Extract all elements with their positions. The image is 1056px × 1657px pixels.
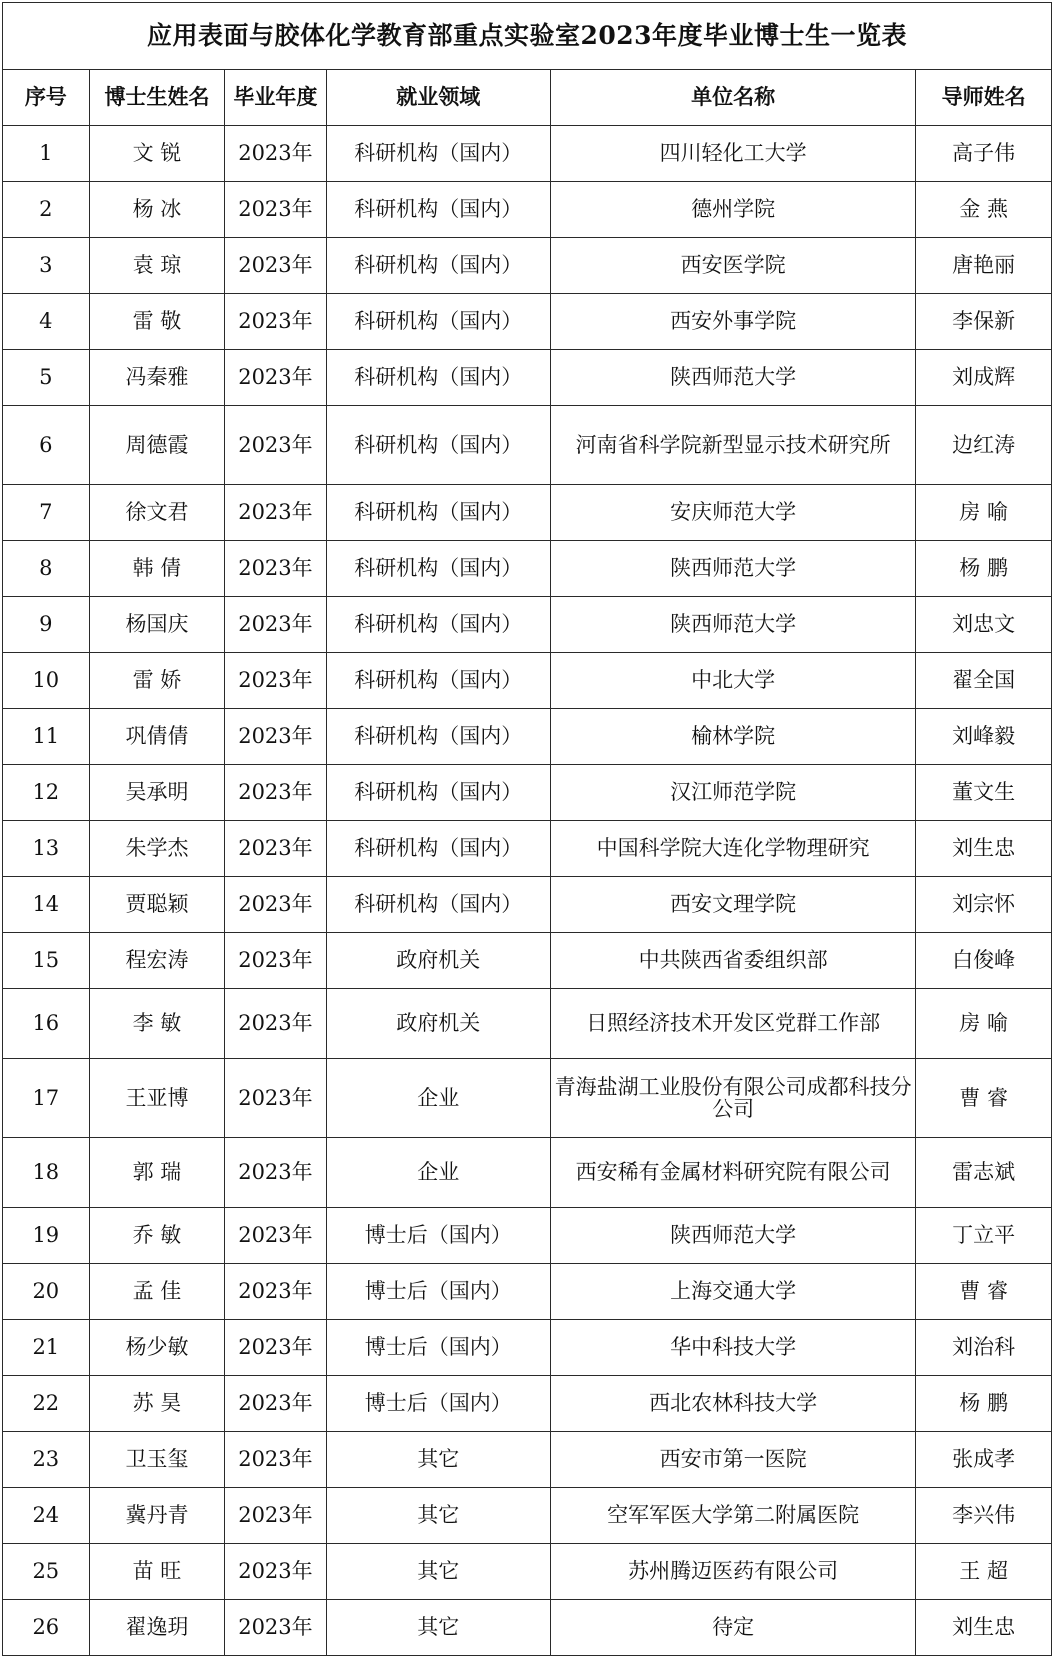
cell-advisor: 杨 鹏	[916, 541, 1052, 597]
cell-employer: 陕西师范大学	[550, 597, 915, 653]
table-row	[3, 821, 1052, 877]
cell-employer: 陕西师范大学	[550, 350, 915, 406]
cell-no: 15	[3, 933, 90, 989]
cell-employment-field: 企业	[326, 1138, 550, 1208]
cell-employment-field: 科研机构（国内）	[326, 541, 550, 597]
cell-employer: 汉江师范学院	[550, 765, 915, 821]
cell-employer: 安庆师范大学	[550, 485, 915, 541]
cell-advisor: 刘忠文	[916, 597, 1052, 653]
table-row	[3, 765, 1052, 821]
cell-advisor: 刘生忠	[916, 1600, 1052, 1656]
cell-employer: 西安医学院	[550, 238, 915, 294]
cell-graduation-year: 2023年	[225, 933, 326, 989]
cell-advisor: 白俊峰	[916, 933, 1052, 989]
cell-advisor: 丁立平	[916, 1208, 1052, 1264]
cell-advisor: 张成孝	[916, 1432, 1052, 1488]
cell-employer: 陕西师范大学	[550, 541, 915, 597]
cell-graduation-year: 2023年	[225, 1544, 326, 1600]
cell-no: 23	[3, 1432, 90, 1488]
cell-advisor: 曹 睿	[916, 1059, 1052, 1138]
cell-advisor: 董文生	[916, 765, 1052, 821]
cell-employment-field: 科研机构（国内）	[326, 294, 550, 350]
table-row	[3, 1320, 1052, 1376]
cell-graduation-year: 2023年	[225, 1264, 326, 1320]
table-row	[3, 709, 1052, 765]
cell-student-name: 雷 敬	[89, 294, 225, 350]
cell-advisor: 杨 鹏	[916, 1376, 1052, 1432]
cell-no: 21	[3, 1320, 90, 1376]
cell-graduation-year: 2023年	[225, 1059, 326, 1138]
cell-student-name: 周德霞	[89, 406, 225, 485]
cell-employer: 日照经济技术开发区党群工作部	[550, 989, 915, 1059]
cell-graduation-year: 2023年	[225, 1488, 326, 1544]
cell-student-name: 苏 昊	[89, 1376, 225, 1432]
cell-employment-field: 科研机构（国内）	[326, 765, 550, 821]
table-row	[3, 485, 1052, 541]
cell-student-name: 贾聪颖	[89, 877, 225, 933]
cell-student-name: 杨少敏	[89, 1320, 225, 1376]
cell-student-name: 袁 琼	[89, 238, 225, 294]
cell-employment-field: 科研机构（国内）	[326, 182, 550, 238]
cell-advisor: 李兴伟	[916, 1488, 1052, 1544]
table-row	[3, 1138, 1052, 1208]
cell-employer: 中国科学院大连化学物理研究	[550, 821, 915, 877]
cell-advisor: 刘成辉	[916, 350, 1052, 406]
column-header-unit: 单位名称	[550, 70, 915, 126]
cell-graduation-year: 2023年	[225, 1138, 326, 1208]
column-header-name: 博士生姓名	[89, 70, 225, 126]
table-row	[3, 1208, 1052, 1264]
graduate-table	[2, 2, 1052, 1656]
cell-graduation-year: 2023年	[225, 765, 326, 821]
table-row	[3, 1544, 1052, 1600]
cell-graduation-year: 2023年	[225, 709, 326, 765]
cell-advisor: 房 喻	[916, 989, 1052, 1059]
cell-no: 20	[3, 1264, 90, 1320]
column-header-no: 序号	[3, 70, 90, 126]
cell-graduation-year: 2023年	[225, 1376, 326, 1432]
cell-no: 14	[3, 877, 90, 933]
cell-no: 13	[3, 821, 90, 877]
cell-employment-field: 其它	[326, 1600, 550, 1656]
cell-employer: 苏州腾迈医药有限公司	[550, 1544, 915, 1600]
cell-employment-field: 科研机构（国内）	[326, 877, 550, 933]
cell-student-name: 郭 瑞	[89, 1138, 225, 1208]
cell-no: 1	[3, 126, 90, 182]
cell-graduation-year: 2023年	[225, 597, 326, 653]
cell-advisor: 雷志斌	[916, 1138, 1052, 1208]
cell-student-name: 苗 旺	[89, 1544, 225, 1600]
cell-employment-field: 科研机构（国内）	[326, 350, 550, 406]
cell-student-name: 孟 佳	[89, 1264, 225, 1320]
table-row	[3, 877, 1052, 933]
table-title: 应用表面与胶体化学教育部重点实验室2023年度毕业博士生一览表	[3, 3, 1052, 70]
cell-graduation-year: 2023年	[225, 182, 326, 238]
cell-student-name: 雷 娇	[89, 653, 225, 709]
cell-no: 9	[3, 597, 90, 653]
column-header-advisor: 导师姓名	[916, 70, 1052, 126]
cell-student-name: 韩 倩	[89, 541, 225, 597]
cell-student-name: 李 敏	[89, 989, 225, 1059]
cell-no: 12	[3, 765, 90, 821]
cell-advisor: 李保新	[916, 294, 1052, 350]
cell-employer: 西安稀有金属材料研究院有限公司	[550, 1138, 915, 1208]
cell-graduation-year: 2023年	[225, 485, 326, 541]
cell-advisor: 刘宗怀	[916, 877, 1052, 933]
cell-employer: 待定	[550, 1600, 915, 1656]
cell-employment-field: 博士后（国内）	[326, 1376, 550, 1432]
table-row	[3, 406, 1052, 485]
cell-no: 18	[3, 1138, 90, 1208]
table-row	[3, 1488, 1052, 1544]
cell-employer: 上海交通大学	[550, 1264, 915, 1320]
cell-student-name: 冯秦雅	[89, 350, 225, 406]
cell-no: 4	[3, 294, 90, 350]
cell-no: 11	[3, 709, 90, 765]
cell-employment-field: 政府机关	[326, 989, 550, 1059]
cell-no: 17	[3, 1059, 90, 1138]
table-body	[3, 126, 1052, 1656]
cell-student-name: 朱学杰	[89, 821, 225, 877]
cell-employer: 西安外事学院	[550, 294, 915, 350]
table-row	[3, 1264, 1052, 1320]
cell-advisor: 王 超	[916, 1544, 1052, 1600]
cell-employer: 四川轻化工大学	[550, 126, 915, 182]
cell-advisor: 边红涛	[916, 406, 1052, 485]
cell-no: 22	[3, 1376, 90, 1432]
header-row	[3, 70, 1052, 126]
cell-advisor: 曹 睿	[916, 1264, 1052, 1320]
cell-no: 7	[3, 485, 90, 541]
cell-graduation-year: 2023年	[225, 989, 326, 1059]
cell-student-name: 程宏涛	[89, 933, 225, 989]
cell-advisor: 翟全国	[916, 653, 1052, 709]
cell-graduation-year: 2023年	[225, 1208, 326, 1264]
cell-employment-field: 科研机构（国内）	[326, 406, 550, 485]
cell-student-name: 吴承明	[89, 765, 225, 821]
cell-graduation-year: 2023年	[225, 406, 326, 485]
cell-no: 3	[3, 238, 90, 294]
table-row	[3, 933, 1052, 989]
cell-student-name: 文 锐	[89, 126, 225, 182]
cell-advisor: 高子伟	[916, 126, 1052, 182]
cell-graduation-year: 2023年	[225, 1600, 326, 1656]
cell-student-name: 巩倩倩	[89, 709, 225, 765]
cell-no: 10	[3, 653, 90, 709]
cell-employment-field: 科研机构（国内）	[326, 126, 550, 182]
cell-no: 5	[3, 350, 90, 406]
cell-employment-field: 科研机构（国内）	[326, 821, 550, 877]
cell-graduation-year: 2023年	[225, 1320, 326, 1376]
cell-student-name: 徐文君	[89, 485, 225, 541]
cell-employment-field: 其它	[326, 1488, 550, 1544]
cell-advisor: 金 燕	[916, 182, 1052, 238]
cell-graduation-year: 2023年	[225, 653, 326, 709]
cell-no: 16	[3, 989, 90, 1059]
cell-employment-field: 科研机构（国内）	[326, 709, 550, 765]
cell-employer: 华中科技大学	[550, 1320, 915, 1376]
cell-employment-field: 企业	[326, 1059, 550, 1138]
table-row	[3, 541, 1052, 597]
cell-graduation-year: 2023年	[225, 238, 326, 294]
cell-graduation-year: 2023年	[225, 877, 326, 933]
cell-advisor: 刘峰毅	[916, 709, 1052, 765]
table-row	[3, 1376, 1052, 1432]
cell-no: 8	[3, 541, 90, 597]
table-row	[3, 1432, 1052, 1488]
table-row	[3, 182, 1052, 238]
cell-no: 24	[3, 1488, 90, 1544]
cell-graduation-year: 2023年	[225, 1432, 326, 1488]
cell-employer: 河南省科学院新型显示技术研究所	[550, 406, 915, 485]
cell-student-name: 冀丹青	[89, 1488, 225, 1544]
table-row	[3, 294, 1052, 350]
cell-advisor: 房 喻	[916, 485, 1052, 541]
table-row	[3, 1600, 1052, 1656]
table-row	[3, 238, 1052, 294]
cell-employer: 西安市第一医院	[550, 1432, 915, 1488]
cell-employment-field: 政府机关	[326, 933, 550, 989]
cell-employment-field: 博士后（国内）	[326, 1208, 550, 1264]
cell-student-name: 杨 冰	[89, 182, 225, 238]
cell-graduation-year: 2023年	[225, 294, 326, 350]
cell-graduation-year: 2023年	[225, 821, 326, 877]
cell-student-name: 翟逸玥	[89, 1600, 225, 1656]
cell-employment-field: 其它	[326, 1432, 550, 1488]
cell-employment-field: 博士后（国内）	[326, 1320, 550, 1376]
table-row	[3, 350, 1052, 406]
cell-employment-field: 科研机构（国内）	[326, 485, 550, 541]
cell-advisor: 刘生忠	[916, 821, 1052, 877]
cell-employer: 中北大学	[550, 653, 915, 709]
cell-no: 25	[3, 1544, 90, 1600]
cell-no: 26	[3, 1600, 90, 1656]
cell-employer: 西北农林科技大学	[550, 1376, 915, 1432]
cell-student-name: 卫玉玺	[89, 1432, 225, 1488]
table-row	[3, 653, 1052, 709]
cell-employer: 榆林学院	[550, 709, 915, 765]
table-row	[3, 1059, 1052, 1138]
cell-employment-field: 科研机构（国内）	[326, 597, 550, 653]
cell-employment-field: 其它	[326, 1544, 550, 1600]
cell-no: 19	[3, 1208, 90, 1264]
cell-no: 6	[3, 406, 90, 485]
cell-employer: 空军军医大学第二附属医院	[550, 1488, 915, 1544]
cell-employer: 中共陕西省委组织部	[550, 933, 915, 989]
cell-employment-field: 科研机构（国内）	[326, 238, 550, 294]
table-row	[3, 989, 1052, 1059]
cell-no: 2	[3, 182, 90, 238]
cell-student-name: 杨国庆	[89, 597, 225, 653]
cell-student-name: 王亚博	[89, 1059, 225, 1138]
cell-student-name: 乔 敏	[89, 1208, 225, 1264]
cell-graduation-year: 2023年	[225, 126, 326, 182]
table-row	[3, 126, 1052, 182]
graduate-list-sheet	[2, 2, 1052, 1656]
cell-employer: 青海盐湖工业股份有限公司成都科技分公司	[550, 1059, 915, 1138]
cell-advisor: 刘治科	[916, 1320, 1052, 1376]
cell-advisor: 唐艳丽	[916, 238, 1052, 294]
cell-employer: 西安文理学院	[550, 877, 915, 933]
cell-employment-field: 博士后（国内）	[326, 1264, 550, 1320]
column-header-year: 毕业年度	[225, 70, 326, 126]
cell-employment-field: 科研机构（国内）	[326, 653, 550, 709]
cell-employer: 陕西师范大学	[550, 1208, 915, 1264]
column-header-field: 就业领域	[326, 70, 550, 126]
cell-employer: 德州学院	[550, 182, 915, 238]
table-row	[3, 597, 1052, 653]
cell-graduation-year: 2023年	[225, 541, 326, 597]
cell-graduation-year: 2023年	[225, 350, 326, 406]
